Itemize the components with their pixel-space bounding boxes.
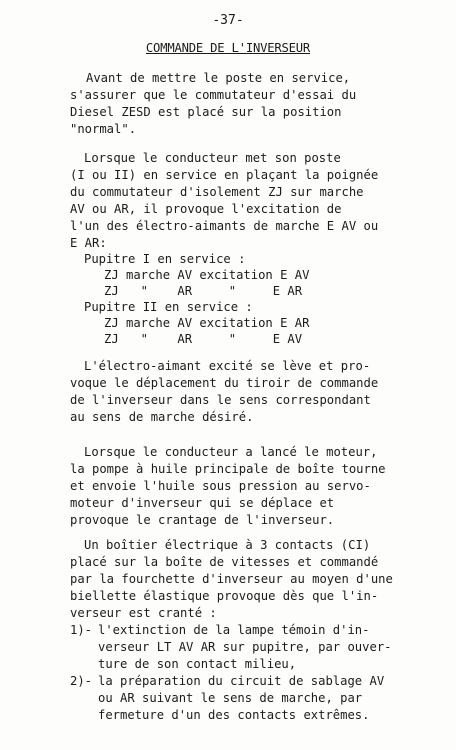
paragraph-line: E AR: bbox=[70, 236, 107, 250]
list-line: l'extinction de la lampe témoin d'in- bbox=[98, 623, 370, 637]
list-line: ture de son contact milieu, bbox=[98, 657, 297, 671]
pupitre-1-heading: Pupitre I en service : bbox=[84, 252, 246, 266]
paragraph-line: s'assurer que le commutateur d'essai du bbox=[70, 88, 357, 102]
list-number: 2)- bbox=[70, 674, 93, 688]
paragraph-line: verseur est cranté : bbox=[70, 606, 217, 620]
pupitre-2-row: ZJ marche AV excitation E AR bbox=[104, 316, 310, 330]
page-number: -37- bbox=[212, 13, 244, 28]
list-number: 1)- bbox=[70, 623, 93, 637]
paragraph-line: provoque le crantage de l'inverseur. bbox=[70, 513, 335, 527]
paragraph-line: (I ou II) en service en plaçant la poignée bbox=[70, 168, 379, 182]
paragraph-line: placé sur la boîte de vitesses et commandé bbox=[70, 555, 379, 569]
paragraph-line: Lorsque le conducteur met son poste bbox=[84, 151, 341, 165]
paragraph-line: Avant de mettre le poste en service, bbox=[86, 71, 351, 85]
pupitre-1-row: ZJ " AR " E AR bbox=[104, 284, 303, 298]
pupitre-1-row: ZJ marche AV excitation E AV bbox=[104, 268, 310, 282]
list-line: la préparation du circuit de sablage AV bbox=[98, 674, 385, 688]
paragraph-line: AV ou AR, il provoque l'excitation de bbox=[70, 202, 342, 216]
paragraph-line: moteur d'inverseur qui se déplace et bbox=[70, 496, 335, 510]
paragraph-line: l'un des électro-aimants de marche E AV ou bbox=[70, 219, 379, 233]
paragraph-line: Un boîtier électrique à 3 contacts (CI) bbox=[84, 538, 371, 552]
paragraph-line: L'électro-aimant excité se lève et pro- bbox=[84, 359, 371, 373]
paragraph-line: Diesel ZESD est placé sur la position bbox=[70, 105, 342, 119]
pupitre-2-heading: Pupitre II en service : bbox=[84, 300, 253, 314]
list-line: verseur LT AV AR sur pupitre, par ouver- bbox=[98, 640, 392, 654]
paragraph-line: par la fourchette d'inverseur au moyen d'une bbox=[70, 572, 393, 586]
paragraph-line: voque le déplacement du tiroir de commande bbox=[70, 376, 379, 390]
paragraph-line: et envoie l'huile sous pression au servo- bbox=[70, 479, 371, 493]
paragraph-line: "normal". bbox=[70, 122, 137, 136]
paragraph-line: de l'inverseur dans le sens correspondant bbox=[70, 393, 371, 407]
paragraph-line: la pompe à huile principale de boîte tourne bbox=[70, 462, 386, 476]
page-title: COMMANDE DE L'INVERSEUR bbox=[145, 41, 311, 55]
list-line: fermeture d'un des contacts extrêmes. bbox=[98, 708, 370, 722]
pupitre-2-row: ZJ " AR " E AV bbox=[104, 332, 303, 346]
paragraph-line: biellette élastique provoque dès que l'in- bbox=[70, 589, 379, 603]
paragraph-line: au sens de marche désiré. bbox=[70, 410, 254, 424]
paragraph-line: Lorsque le conducteur a lancé le moteur, bbox=[84, 445, 378, 459]
paragraph-line: du commutateur d'isolement ZJ sur marche bbox=[70, 185, 364, 199]
list-line: ou AR suivant le sens de marche, par bbox=[98, 691, 363, 705]
